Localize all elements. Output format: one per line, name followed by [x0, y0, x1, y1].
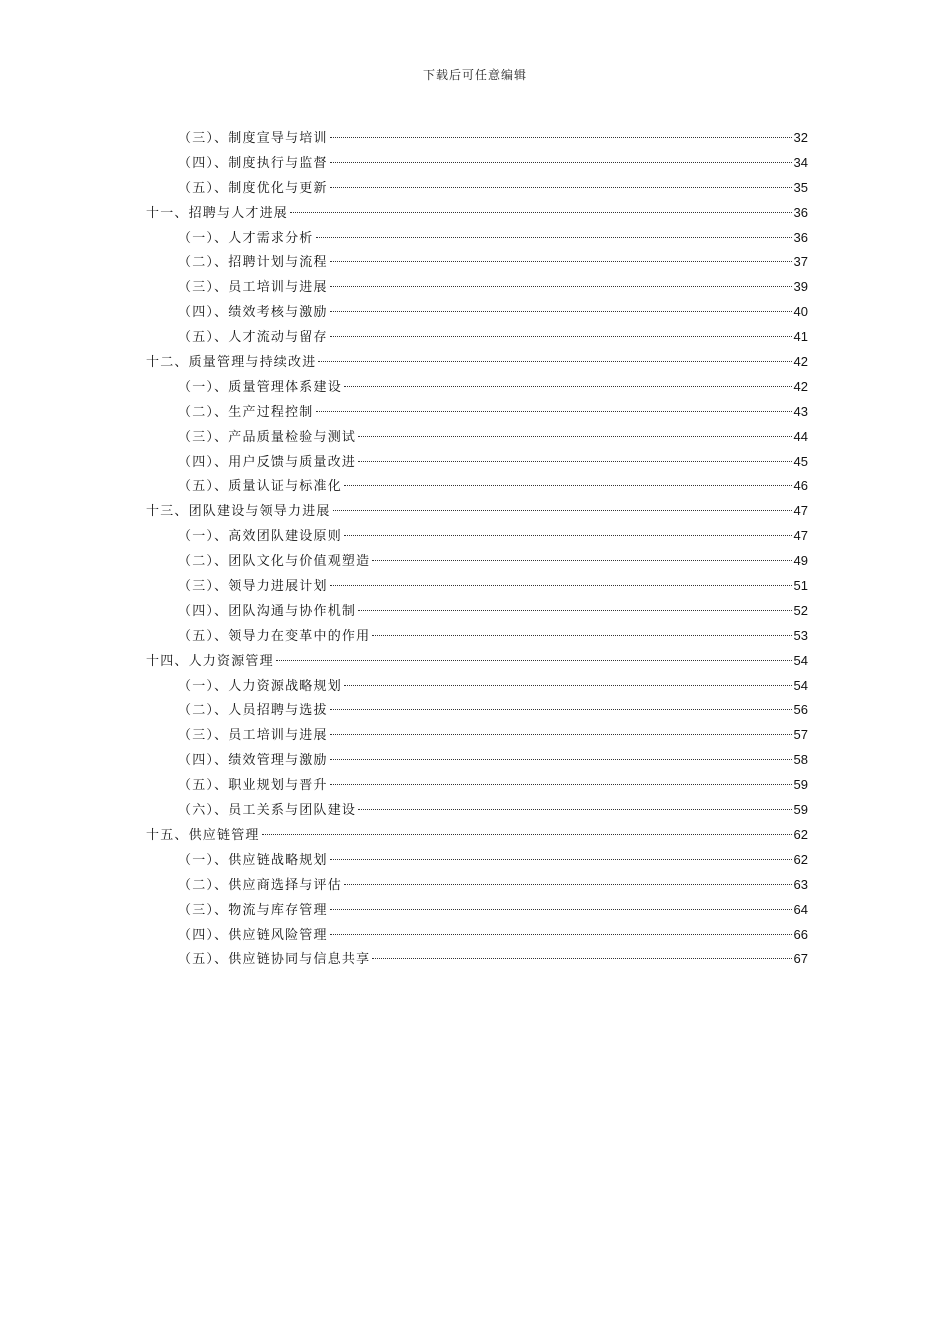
- toc-dot-leader: [276, 660, 792, 661]
- toc-page-number: 49: [793, 553, 808, 569]
- toc-chapter-entry[interactable]: [146, 350, 808, 375]
- toc-section-entry[interactable]: [146, 674, 808, 699]
- toc-entry-label: （五）、人才流动与留存: [178, 330, 328, 346]
- toc-entry-label: （二）、供应商选择与评估: [178, 877, 342, 893]
- toc-entry-label: （三）、物流与库存管理: [178, 902, 328, 918]
- toc-entry-label: 十三、团队建设与领导力进展: [146, 504, 331, 520]
- toc-entry-label: （三）、员工培训与进展: [178, 728, 328, 744]
- toc-entry-label: 十五、供应链管理: [146, 827, 260, 843]
- toc-page-number: 58: [793, 752, 808, 768]
- toc-page-number: 64: [793, 901, 808, 917]
- toc-entry-label: （三）、产品质量检验与测试: [178, 429, 357, 445]
- toc-section-entry[interactable]: [146, 400, 808, 425]
- toc-dot-leader: [330, 585, 792, 586]
- toc-entry-label: 十二、质量管理与持续改进: [146, 355, 317, 371]
- toc-page-number: 59: [793, 777, 808, 793]
- toc-page-number: 40: [793, 304, 808, 320]
- toc-section-entry[interactable]: [146, 549, 808, 574]
- toc-entry-label: （五）、制度优化与更新: [178, 180, 328, 196]
- toc-page-number: 54: [793, 677, 808, 693]
- toc-entry-label: 十四、人力资源管理: [146, 653, 274, 669]
- toc-dot-leader: [344, 685, 792, 686]
- toc-page-number: 66: [793, 926, 808, 942]
- toc-section-entry[interactable]: [146, 873, 808, 898]
- toc-page-number: 57: [793, 727, 808, 743]
- toc-dot-leader: [330, 909, 792, 910]
- toc-entry-label: （四）、团队沟通与协作机制: [178, 603, 357, 619]
- toc-section-entry[interactable]: [146, 798, 808, 823]
- toc-entry-label: （一）、高效团队建设原则: [178, 529, 342, 545]
- toc-dot-leader: [330, 734, 792, 735]
- toc-entry-label: （二）、人员招聘与选拔: [178, 703, 328, 719]
- toc-dot-leader: [372, 560, 791, 561]
- toc-entry-label: （四）、绩效管理与激励: [178, 753, 328, 769]
- toc-dot-leader: [330, 859, 792, 860]
- toc-entry-label: （三）、领导力进展计划: [178, 579, 328, 595]
- toc-page-number: 42: [793, 378, 808, 394]
- toc-section-entry[interactable]: [146, 848, 808, 873]
- toc-entry-label: （二）、招聘计划与流程: [178, 255, 328, 271]
- toc-chapter-entry[interactable]: [146, 823, 808, 848]
- toc-dot-leader: [290, 212, 792, 213]
- toc-entry-label: （二）、团队文化与价值观塑造: [178, 554, 371, 570]
- toc-dot-leader: [333, 510, 792, 511]
- toc-page-number: 54: [793, 652, 808, 668]
- toc-dot-leader: [262, 834, 792, 835]
- toc-entry-label: （五）、质量认证与标准化: [178, 479, 342, 495]
- toc-page-number: 44: [793, 428, 808, 444]
- toc-section-entry[interactable]: [146, 923, 808, 948]
- toc-dot-leader: [330, 187, 792, 188]
- toc-section-entry[interactable]: [146, 748, 808, 773]
- toc-page-number: 37: [793, 254, 808, 270]
- toc-section-entry[interactable]: [146, 450, 808, 475]
- toc-dot-leader: [316, 411, 792, 412]
- toc-page-number: 45: [793, 453, 808, 469]
- toc-page-number: 42: [793, 354, 808, 370]
- toc-dot-leader: [330, 162, 792, 163]
- toc-dot-leader: [330, 261, 792, 262]
- toc-page-number: 34: [793, 154, 808, 170]
- toc-section-entry[interactable]: [146, 375, 808, 400]
- toc-dot-leader: [330, 759, 792, 760]
- toc-dot-leader: [344, 386, 792, 387]
- toc-page-number: 35: [793, 179, 808, 195]
- toc-section-entry[interactable]: [146, 574, 808, 599]
- toc-chapter-entry[interactable]: [146, 649, 808, 674]
- toc-page-number: 47: [793, 528, 808, 544]
- toc-page-number: 53: [793, 627, 808, 643]
- toc-entry-label: （四）、供应链风险管理: [178, 927, 328, 943]
- toc-section-entry[interactable]: [146, 524, 808, 549]
- toc-dot-leader: [330, 709, 792, 710]
- toc-page-number: 56: [793, 702, 808, 718]
- toc-dot-leader: [330, 286, 792, 287]
- toc-dot-leader: [344, 884, 792, 885]
- toc-section-entry[interactable]: [146, 325, 808, 350]
- toc-section-entry[interactable]: [146, 474, 808, 499]
- toc-dot-leader: [358, 436, 791, 437]
- toc-section-entry[interactable]: [146, 624, 808, 649]
- toc-page-number: 47: [793, 503, 808, 519]
- toc-page-number: 51: [793, 578, 808, 594]
- toc-page-number: 67: [793, 951, 808, 967]
- toc-section-entry[interactable]: [146, 275, 808, 300]
- toc-entry-label: （三）、制度宣导与培训: [178, 131, 328, 146]
- toc-dot-leader: [358, 461, 791, 462]
- toc-section-entry[interactable]: [146, 151, 808, 176]
- toc-dot-leader: [318, 361, 791, 362]
- toc-entry-label: （四）、绩效考核与激励: [178, 305, 328, 321]
- toc-page-number: 62: [793, 851, 808, 867]
- toc-section-entry[interactable]: [146, 773, 808, 798]
- toc-dot-leader: [330, 784, 792, 785]
- toc-entry-label: （二）、生产过程控制: [178, 404, 314, 420]
- toc-page-number: 62: [793, 826, 808, 842]
- toc-section-entry[interactable]: [146, 425, 808, 450]
- toc-dot-leader: [316, 237, 792, 238]
- toc-dot-leader: [330, 311, 792, 312]
- toc-section-entry[interactable]: [146, 599, 808, 624]
- toc-page-number: 43: [793, 403, 808, 419]
- toc-page-number: 36: [793, 229, 808, 245]
- toc-dot-leader: [330, 934, 792, 935]
- toc-entry-label: （一）、质量管理体系建设: [178, 379, 342, 395]
- toc-entry-label: （五）、供应链协同与信息共享: [178, 952, 371, 968]
- toc-page-number: 52: [793, 602, 808, 618]
- toc-entry-label: （四）、制度执行与监督: [178, 155, 328, 171]
- toc-page-number: 63: [793, 876, 808, 892]
- toc-entry-label: （五）、领导力在变革中的作用: [178, 628, 371, 644]
- toc-chapter-entry[interactable]: [146, 499, 808, 524]
- toc-section-entry[interactable]: [146, 250, 808, 275]
- toc-section-entry[interactable]: [146, 698, 808, 723]
- toc-section-entry[interactable]: [146, 898, 808, 923]
- toc-dot-leader: [358, 809, 791, 810]
- page-header: 下载后可任意编辑: [422, 68, 527, 82]
- toc-dot-leader: [372, 958, 791, 959]
- toc-chapter-entry[interactable]: [146, 201, 808, 226]
- toc-section-entry[interactable]: [146, 947, 808, 972]
- toc-page-number: 46: [793, 478, 808, 494]
- toc-page-number: 41: [793, 329, 808, 345]
- toc-entry-label: （六）、员工关系与团队建设: [178, 803, 357, 819]
- toc-page-number: 32: [793, 130, 808, 145]
- toc-dot-leader: [344, 485, 792, 486]
- toc-dot-leader: [330, 336, 792, 337]
- toc-page-number: 36: [793, 204, 808, 220]
- toc-section-entry[interactable]: [146, 723, 808, 748]
- toc-dot-leader: [330, 137, 792, 138]
- toc-entry-label: （一）、人才需求分析: [178, 230, 314, 246]
- toc-section-entry[interactable]: [146, 300, 808, 325]
- toc-section-entry[interactable]: [146, 226, 808, 251]
- toc-entry-label: 十一、招聘与人才进展: [146, 205, 289, 221]
- toc-entry-label: （五）、职业规划与晋升: [178, 778, 328, 794]
- toc-entry-label: （三）、员工培训与进展: [178, 280, 328, 296]
- toc-entry-label: （四）、用户反馈与质量改进: [178, 454, 357, 470]
- toc-entry-label: （一）、人力资源战略规划: [178, 678, 342, 694]
- toc-dot-leader: [358, 610, 791, 611]
- table-of-contents: [146, 126, 808, 972]
- toc-dot-leader: [372, 635, 791, 636]
- toc-page-number: 59: [793, 802, 808, 818]
- toc-entry-label: （一）、供应链战略规划: [178, 852, 328, 868]
- toc-section-entry[interactable]: [146, 176, 808, 201]
- toc-page-number: 39: [793, 279, 808, 295]
- toc-dot-leader: [344, 535, 792, 536]
- toc-section-entry[interactable]: [146, 126, 808, 151]
